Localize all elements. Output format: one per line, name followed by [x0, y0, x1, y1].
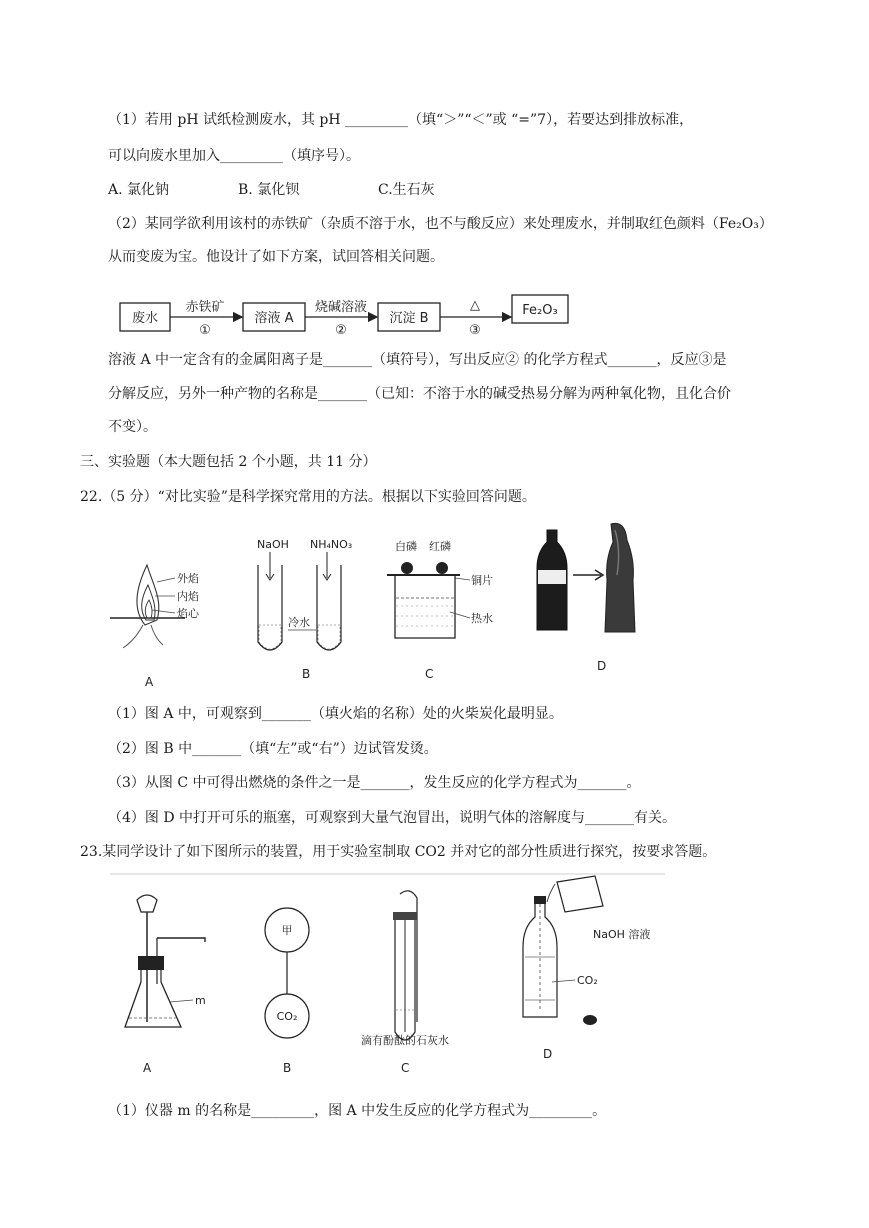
q21-flow-diagram — [115, 285, 575, 340]
q21-part1-line2: 可以向废水里加入_________（填序号）。 — [108, 148, 360, 164]
fig-c-limewater-label: 滴有酚酞的石灰水 — [361, 1034, 449, 1047]
fig-b-caption: B — [302, 667, 311, 681]
fig-b-naoh-label: NaOH — [257, 538, 289, 551]
fig-a-m-label: m — [195, 994, 206, 1007]
flow-arrow1-step: ① — [199, 323, 211, 338]
q21-part2-line2: 从而变废为宝。他设计了如下方案，试回答相关问题。 — [108, 249, 444, 265]
fig-b-co2-label: CO₂ — [276, 1010, 298, 1023]
fig-b-cold-water-label: 冷水 — [288, 616, 310, 629]
q21-option-c: C.生石灰 — [378, 182, 435, 198]
q23-stem: 23.某同学设计了如下图所示的装置，用于实验室制取 CO2 并对它的部分性质进行探究，按要求答题。 — [80, 844, 717, 860]
flow-arrow2-reagent: 烧碱溶液 — [314, 300, 368, 315]
q21-part3-line2: 分解反应，另外一种产物的名称是_______（已知：不溶于水的碱受热易分解为两种氧化物，且化合价 — [108, 386, 731, 402]
q22-fig-a-flame — [110, 565, 200, 689]
fig-c-caption: C — [425, 667, 434, 681]
flow-arrow2-step: ② — [335, 323, 347, 338]
q22-fig-b-test-tubes — [257, 538, 352, 681]
fig-a-inner-flame-label: 内焰 — [177, 590, 199, 603]
q23-fig-d-plastic-bottle — [523, 876, 650, 1061]
fig-d-naoh-label: NaOH 溶液 — [593, 928, 651, 941]
fig-d-caption: D — [597, 659, 607, 673]
fig-b-nh4no3-label: NH₄NO₃ — [310, 538, 353, 551]
q22-fig-c-beaker — [387, 539, 493, 681]
q23-fig-a-caption: A — [143, 1061, 152, 1075]
flow-arrow3-heat: △ — [470, 298, 480, 313]
fig-b-jia-label: 甲 — [281, 924, 293, 937]
q21-part3-line1: 溶液 A 中一定含有的金属阳离子是_______（填符号），写出反应② 的化学方程式_______，反应③是 — [108, 352, 727, 368]
q22-fig-d-cola-bottle — [537, 523, 635, 673]
flow-box2-label: 溶液 A — [254, 311, 294, 326]
q23-sub1: （1）仪器 m 的名称是_________，图 A 中发生反应的化学方程式为_________。 — [108, 1103, 607, 1119]
q23-fig-a-gas-generator — [125, 895, 206, 1075]
q22-sub2: （2）图 B 中_______（填“左”或“右”）边试管发烫。 — [108, 741, 438, 757]
fig-a-caption: A — [145, 675, 154, 689]
fig-d-co2-label: CO₂ — [577, 974, 598, 987]
flow-box3-label: 沉淀 B — [389, 311, 429, 326]
q22-sub3: （3）从图 C 中可得出燃烧的条件之一是_______，发生反应的化学方程式为_______。 — [108, 775, 641, 791]
fig-c-hot-water-label: 热水 — [471, 612, 493, 625]
flow-box4-label: Fe₂O₃ — [522, 303, 558, 318]
fig-c-white-phosphorus-label: 白磷 — [395, 540, 417, 553]
q22-stem: 22.（5 分）“对比实验”是科学探究常用的方法。根据以下实验回答问题。 — [80, 489, 536, 505]
flow-arrow1-reagent: 赤铁矿 — [185, 300, 225, 315]
section3-heading: 三、实验题（本大题包括 2 个小题，共 11 分） — [80, 454, 377, 470]
fig-a-outer-flame-label: 外焰 — [177, 572, 199, 585]
q23-figure — [105, 872, 670, 1082]
q23-fig-c-caption: C — [401, 1061, 410, 1075]
q21-part2-line1: （2）某同学欲利用该村的赤铁矿（杂质不溶于水，也不与酸反应）来处理废水，并制取红色颜料（Fe₂O₃） — [108, 216, 773, 232]
fig-a-core-flame-label: 焰心 — [177, 607, 199, 620]
q21-part3-line3: 不变）。 — [108, 419, 157, 435]
fig-c-copper-sheet-label: 铜片 — [471, 574, 493, 587]
q23-fig-c-test-tube — [361, 891, 449, 1075]
q23-fig-b-balloons — [265, 908, 309, 1075]
q23-fig-b-caption: B — [283, 1061, 292, 1075]
q22-sub4: （4）图 D 中打开可乐的瓶塞，可观察到大量气泡冒出，说明气体的溶解度与_______有关。 — [108, 810, 677, 826]
q21-option-a: A. 氯化钠 — [108, 182, 170, 198]
flow-box1-label: 废水 — [131, 311, 159, 326]
q21-option-b: B. 氯化钡 — [238, 182, 300, 198]
q22-sub1: （1）图 A 中，可观察到_______（填火焰的名称）处的火柴炭化最明显。 — [108, 706, 563, 722]
q22-figure — [105, 520, 665, 695]
q23-fig-d-caption: D — [543, 1047, 553, 1061]
q21-part1-line1: （1）若用 pH 试纸检测废水，其 pH _________（填“＞”“＜”或 “=”7），若要达到排放标准， — [108, 112, 694, 128]
flow-arrow3-step: ③ — [469, 323, 481, 338]
fig-c-red-phosphorus-label: 红磷 — [429, 540, 451, 553]
